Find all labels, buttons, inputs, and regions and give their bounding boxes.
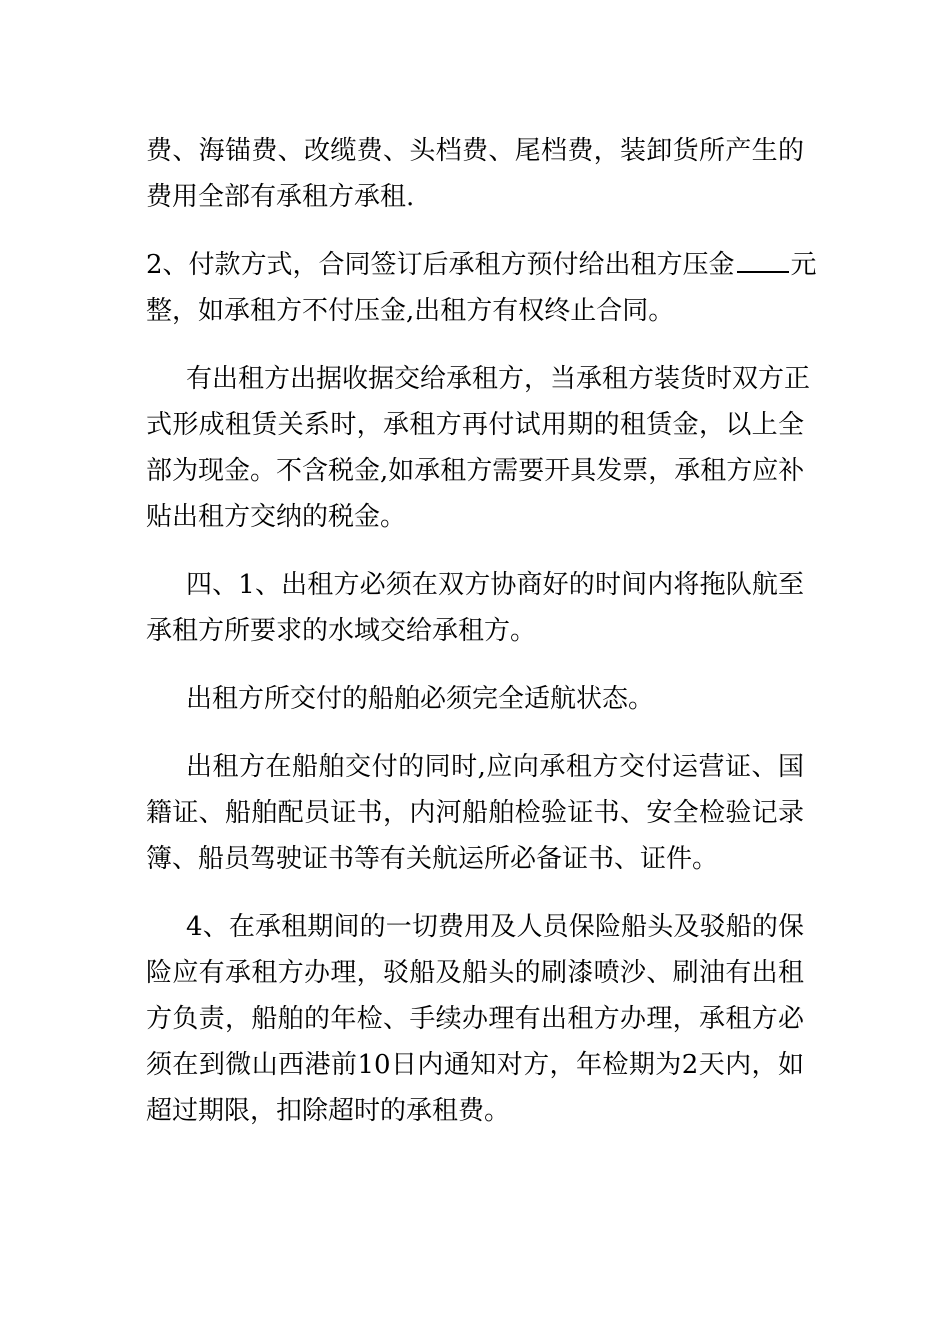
text-line: 籍证、船舶配员证书，内河船舶检验证书、安全检验记录 — [146, 798, 804, 828]
text-line: 出租方在船舶交付的同时,应向承租方交付运营证、国 — [186, 752, 804, 782]
paragraph-certificates — [146, 744, 804, 882]
text-line: 超过期限，扣除超时的承租费。 — [146, 1096, 511, 1126]
text-line: 簿、船员驾驶证书等有关航运所必备证书、证件。 — [146, 844, 719, 874]
text-line: 有出租方出据收据交给承租方，当承租方装货时双方正 — [186, 364, 811, 394]
paragraph-receipt — [146, 356, 811, 540]
text-line: 承租方所要求的水域交给承租方。 — [146, 616, 537, 646]
text-line: 部为现金。不含税金,如承租方需要开具发票，承租方应补 — [146, 456, 805, 486]
paragraph-insurance — [146, 904, 804, 1134]
paragraph-payment-method — [146, 242, 817, 334]
paragraph-fees-continued — [146, 128, 804, 220]
deposit-amount-blank — [737, 247, 789, 273]
text-line: 须在到微山西港前10日内通知对方，年检期为2天内，如 — [146, 1050, 804, 1080]
paragraph-seaworthy — [146, 676, 804, 722]
text-line: 4、在承租期间的一切费用及人员保险船头及驳船的保 — [186, 912, 804, 942]
text-line: 险应有承租方办理，驳船及船头的刷漆喷沙、刷油有出租 — [146, 958, 804, 988]
document-body — [146, 128, 817, 1156]
text-line: 费、海锚费、改缆费、头档费、尾档费，装卸货所产生的 — [146, 136, 804, 166]
text-line: 贴出租方交纳的税金。 — [146, 502, 407, 532]
payment-text: 2、付款方式，合同签订后承租方预付给出租方压金 — [146, 250, 735, 280]
text-line: 出租方所交付的船舶必须完全适航状态。 — [186, 684, 655, 714]
paragraph-section-four — [146, 562, 804, 654]
text-line: 式形成租赁关系时，承租方再付试用期的租赁金，以上全 — [146, 410, 804, 440]
text-line — [146, 242, 817, 288]
text-line: 四、1、出租方必须在双方协商好的时间内将拖队航至 — [186, 570, 804, 600]
currency-unit-text: 元 — [790, 250, 817, 280]
text-line: 整，如承租方不付压金,出租方有权终止合同。 — [146, 296, 675, 326]
text-line: 费用全部有承租方承租. — [146, 182, 415, 212]
text-line: 方负责，船舶的年检、手续办理有出租方办理，承租方必 — [146, 1004, 804, 1034]
